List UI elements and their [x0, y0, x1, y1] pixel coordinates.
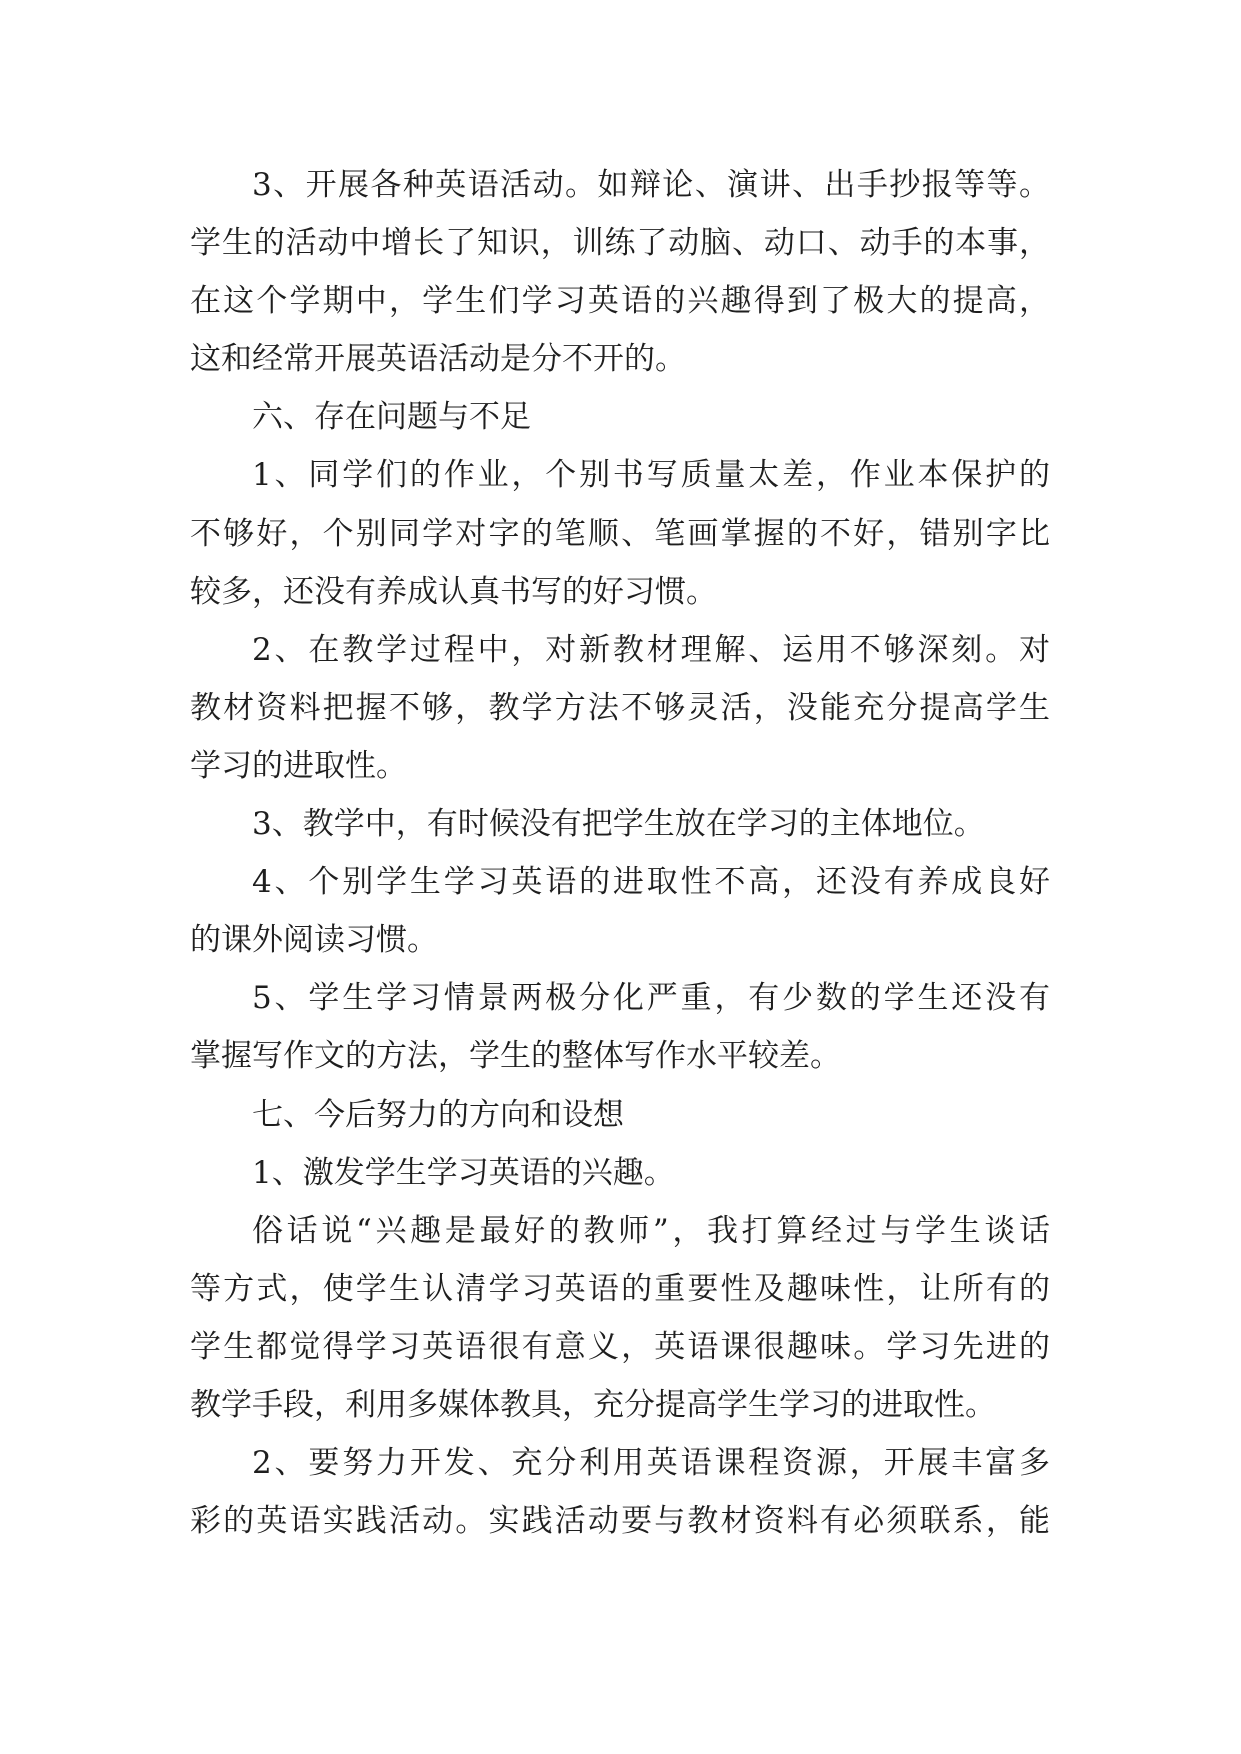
- paragraph: [190, 621, 1050, 795]
- document-body: [190, 156, 1050, 1550]
- paragraph-line: 学生都觉得学习英语很有意义，英语课很趣味。学习先进的: [190, 1328, 1050, 1365]
- section-heading: [190, 1086, 1050, 1144]
- paragraph-line: 等方式，使学生认清学习英语的重要性及趣味性，让所有的: [190, 1270, 1050, 1307]
- section-heading-text: 七、今后努力的方向和设想: [252, 1096, 624, 1133]
- paragraph-line: 3、教学中，有时候没有把学生放在学习的主体地位。: [252, 806, 985, 843]
- paragraph-line: 俗话说“兴趣是最好的教师”，我打算经过与学生谈话: [252, 1212, 1050, 1249]
- paragraph-line: 不够好，个别同学对字的笔顺、笔画掌握的不好，错别字比: [190, 515, 1050, 552]
- paragraph-line: 教材资料把握不够，教学方法不够灵活，没能充分提高学生: [190, 689, 1050, 726]
- section-heading-text: 六、存在问题与不足: [252, 399, 531, 436]
- section-heading: [190, 388, 1050, 446]
- paragraph: [190, 795, 1050, 853]
- paragraph-line: 学生的活动中增长了知识，训练了动脑、动口、动手的本事，: [190, 225, 1050, 262]
- paragraph: [190, 446, 1050, 620]
- paragraph-line: 彩的英语实践活动。实践活动要与教材资料有必须联系，能: [190, 1503, 1050, 1540]
- paragraph-line: 3、开展各种英语活动。如辩论、演讲、出手抄报等等。: [252, 167, 1050, 203]
- paragraph: [190, 853, 1050, 969]
- paragraph-line: 的课外阅读习惯。: [190, 922, 438, 959]
- paragraph-line: 5、学生学习情景两极分化严重，有少数的学生还没有: [252, 980, 1050, 1017]
- paragraph: [190, 969, 1050, 1085]
- paragraph-line: 较多，还没有养成认真书写的好习惯。: [190, 573, 717, 610]
- paragraph-line: 在这个学期中，学生们学习英语的兴趣得到了极大的提高，: [190, 283, 1050, 320]
- paragraph-line: 4、个别学生学习英语的进取性不高，还没有养成良好: [252, 864, 1050, 901]
- subsection-heading: [190, 1144, 1050, 1202]
- paragraph-line: 这和经常开展英语活动是分不开的。: [190, 341, 686, 378]
- paragraph-line: 2、要努力开发、充分利用英语课程资源，开展丰富多: [252, 1445, 1050, 1482]
- paragraph: [190, 1434, 1050, 1550]
- paragraph-line: 2、在教学过程中，对新教材理解、运用不够深刻。对: [252, 631, 1050, 668]
- paragraph: [190, 156, 1050, 388]
- subsection-heading-text: 1、激发学生学习英语的兴趣。: [252, 1154, 675, 1191]
- paragraph-line: 教学手段，利用多媒体教具，充分提高学生学习的进取性。: [190, 1386, 996, 1423]
- paragraph: [190, 1202, 1050, 1434]
- paragraph-line: 学习的进取性。: [190, 747, 407, 784]
- paragraph-line: 掌握写作文的方法，学生的整体写作水平较差。: [190, 1038, 841, 1075]
- paragraph-line: 1、同学们的作业，个别书写质量太差，作业本保护的: [252, 457, 1050, 494]
